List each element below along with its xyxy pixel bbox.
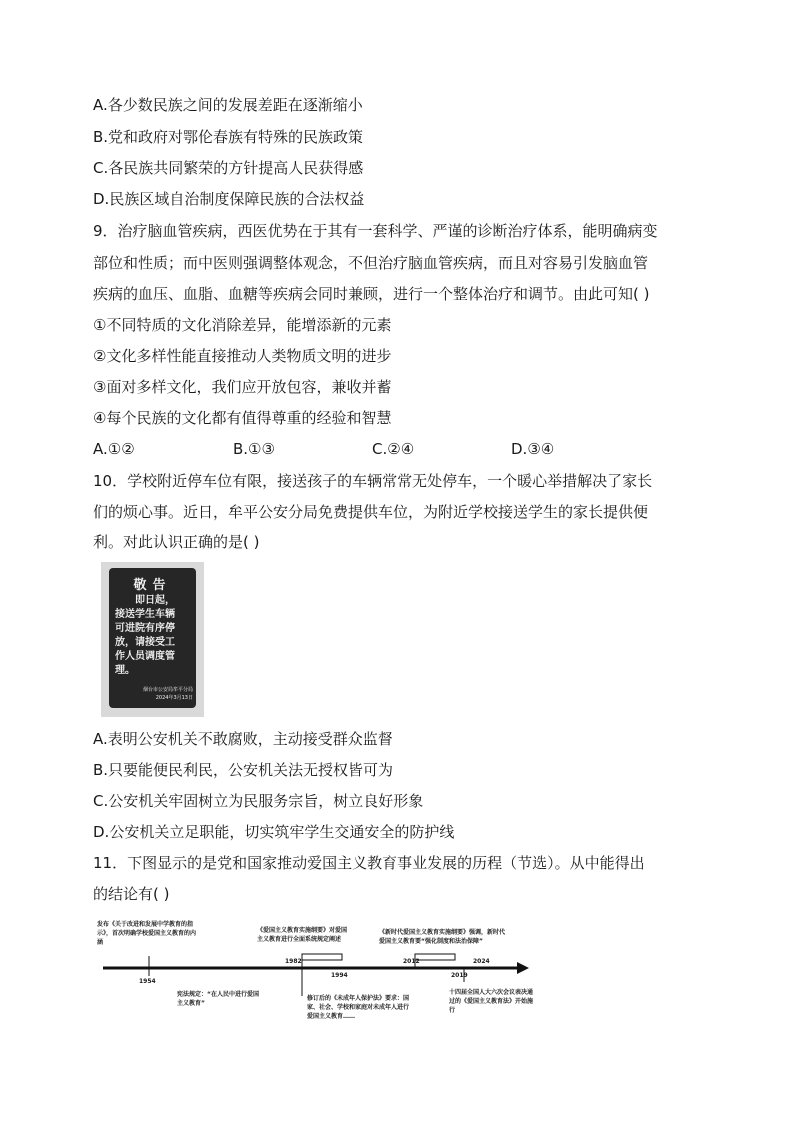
year-label: 1982 [285, 958, 302, 965]
q10-stem-line-3: 利。对此认识正确的是( ) [93, 533, 260, 551]
sign-line: 接送学生车辆 [115, 609, 175, 620]
sign-line: 作人员调度管 [115, 651, 175, 662]
q9-option-b: B.①③ [233, 440, 275, 458]
sign-date: 2024年3月13日 [155, 695, 193, 701]
q10-option-d: D.公安机关立足职能，切实筑牢学生交通安全的防护线 [93, 823, 455, 841]
sign-line: 可进院有序停 [115, 623, 175, 634]
year-label: 2019 [451, 972, 468, 979]
q10-option-a: A.表明公安机关不敢腐败，主动接受群众监督 [93, 730, 393, 748]
q9-statement-2: ②文化多样性能直接推动人类物质文明的进步 [93, 347, 392, 365]
year-label: 1954 [139, 978, 156, 985]
q8-option-b: B.党和政府对鄂伦春族有特殊的民族政策 [93, 128, 364, 146]
timeline-event: 发布《关于改进和发展中学教育的指示》，首次明确学校爱国主义教育的内涵 [97, 921, 197, 946]
q8-option-c: C.各民族共同繁荣的方针提高人民获得感 [93, 159, 364, 177]
sign-line: 即日起， [135, 595, 175, 606]
timeline-event: 宪法规定：“在人民中进行爱国主义教育” [177, 991, 259, 1007]
year-label: 2012 [403, 958, 420, 965]
q11-stem-line-1: 11．下图显示的是党和国家推动爱国主义教育事业发展的历程（节选）。从中能得出 [93, 854, 645, 872]
q9-option-c: C.②④ [372, 440, 415, 458]
q9-statement-1: ①不同特质的文化消除差异，能增添新的元素 [93, 316, 392, 334]
timeline-event: 十四届全国人大六次会议表决通过的《爱国主义教育法》开始施行 [449, 989, 534, 1014]
q9-stem-line-2: 部位和性质；而中医则强调整体观念，不但治疗脑血管疾病，而且对容易引发脑血管 [93, 254, 649, 272]
q9-stem-line-3: 疾病的血压、血脂、血糖等疾病会同时兼顾，进行一个整体治疗和调节。由此可知( ) [93, 285, 650, 303]
q9-statement-4: ④每个民族的文化都有值得尊重的经验和智慧 [93, 409, 392, 427]
q10-stem-line-1: 10．学校附近停车位有限，接送孩子的车辆常常无处停车，一个暖心举措解决了家长 [93, 472, 653, 490]
sign-title: 敬告 [133, 578, 172, 593]
q8-option-a: A.各少数民族之间的发展差距在逐渐缩小 [93, 96, 363, 114]
q9-options [93, 440, 693, 460]
q9-option-a: A.①② [93, 440, 135, 458]
q8-option-d: D.民族区域自治制度保障民族的合法权益 [93, 190, 365, 208]
timeline-event: 修订后的《未成年人保护法》要求：国家、社会、学校和家庭对未成年人进行爱国主义教育…… [307, 995, 410, 1020]
q9-option-d: D.③④ [511, 440, 555, 458]
timeline-event: 《新时代爱国主义教育实施纲要》强调，新时代爱国主义教育要“强化制度和法治保障” [379, 929, 506, 945]
q11-stem-line-2: 的结论有( ) [93, 885, 170, 903]
sign-issuer: 烟台市公安局牟平分局 [142, 687, 193, 693]
timeline-figure [97, 896, 537, 1024]
year-label: 2024 [473, 958, 490, 965]
year-label: 1994 [331, 972, 348, 979]
q10-stem-line-2: 们的烦心事。近日，牟平公安分局免费提供车位，为附近学校接送学生的家长提供便 [93, 503, 649, 521]
q10-option-b: B.只要能便民利民，公安机关法无授权皆可为 [93, 761, 394, 779]
notice-sign-photo [101, 562, 204, 717]
sign-line: 放，请接受工 [115, 637, 175, 648]
q9-stem-line-1: 9．治疗脑血管疾病，西医优势在于其有一套科学、严谨的诊断治疗体系，能明确病变 [93, 222, 658, 240]
sign-line: 理。 [115, 665, 135, 676]
timeline-event: 《爱国主义教育实施纲要》对爱国主义教育进行全面系统规定阐述 [257, 927, 348, 943]
q10-option-c: C.公安机关牢固树立为民服务宗旨，树立良好形象 [93, 792, 424, 810]
notice-sign-board [109, 568, 196, 708]
sign-footer [113, 686, 193, 702]
q9-statement-3: ③面对多样文化，我们应开放包容，兼收并蓄 [93, 378, 392, 396]
sign-body [115, 594, 193, 678]
